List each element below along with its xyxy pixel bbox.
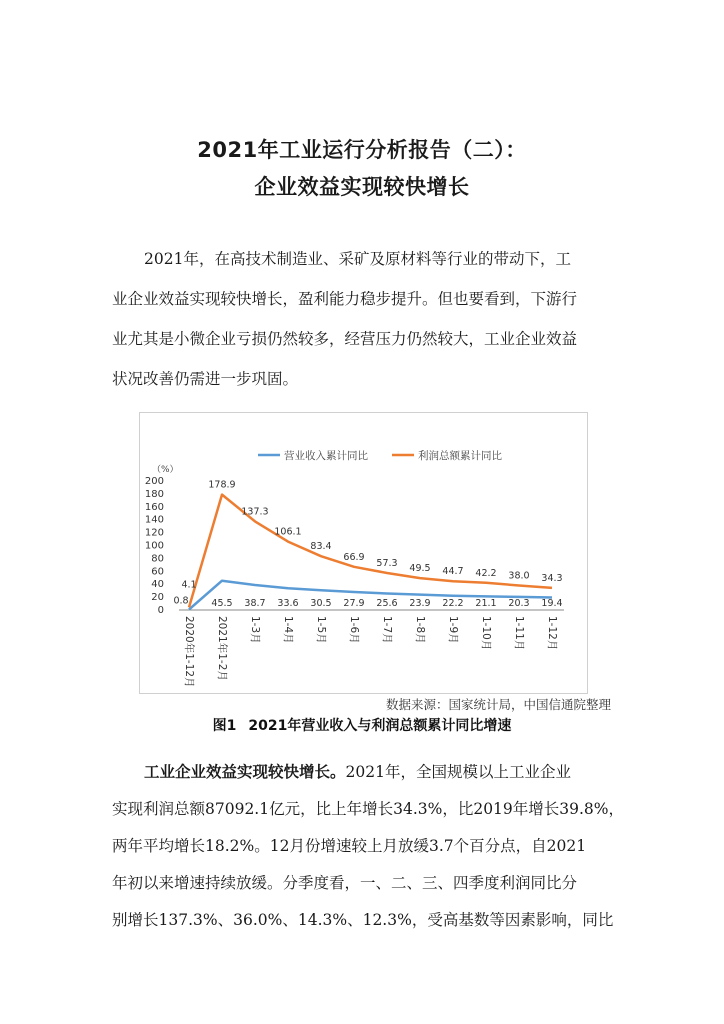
- y-tick-label: 120: [144, 527, 164, 539]
- data-label-revenue: 38.7: [244, 598, 266, 609]
- intro-line: 业尤其是小微企业亏损仍然较多，经营压力仍然较大，工业企业效益: [112, 330, 578, 348]
- data-label-revenue: 21.1: [475, 598, 497, 609]
- x-tick-label: 1-10月: [480, 616, 492, 651]
- y-tick-label: 40: [151, 579, 164, 591]
- y-tick-label: 180: [144, 488, 164, 500]
- y-axis-unit: （%）: [152, 465, 179, 475]
- legend-label: 营业收入累计同比: [284, 450, 368, 462]
- data-label-revenue: 0.8: [173, 595, 189, 607]
- legend-label: 利润总额累计同比: [418, 450, 502, 462]
- x-tick-label: 1-4月: [282, 616, 294, 644]
- data-label-profit: 57.3: [376, 558, 398, 570]
- data-label-profit: 83.4: [310, 541, 332, 553]
- y-tick-label: 100: [144, 540, 164, 552]
- y-tick-label: 60: [151, 566, 164, 578]
- x-tick-label: 2021年1-2月: [216, 616, 228, 681]
- y-tick-label: 160: [144, 501, 164, 513]
- intro-line: 状况改善仍需进一步巩固。: [112, 370, 299, 388]
- x-tick-label: 1-3月: [249, 616, 261, 644]
- x-tick-label: 2020年1-12月: [183, 616, 195, 688]
- x-tick-label: 1-11月: [513, 616, 525, 651]
- y-tick-label: 140: [144, 514, 164, 526]
- intro-line: 业企业效益实现较快增长，盈利能力稳步提升。但也要看到，下游行: [112, 290, 578, 308]
- data-label-revenue: 20.3: [508, 598, 530, 609]
- body-line: 年初以来增速持续放缓。分季度看，一、二、三、四季度利润同比分: [112, 874, 578, 892]
- figure-label: 图1: [212, 718, 237, 734]
- x-tick-label: 1-9月: [447, 616, 459, 644]
- data-label-revenue: 30.5: [310, 598, 332, 609]
- intro-line: 2021年，在高技术制造业、采矿及原材料等行业的带动下，工: [144, 250, 571, 268]
- data-label-profit: 42.2: [475, 567, 497, 579]
- data-source: 数据来源：国家统计局，中国信通院整理: [386, 697, 612, 712]
- data-label-profit: 44.7: [442, 566, 464, 578]
- x-tick-label: 1-5月: [315, 616, 327, 644]
- x-tick-label: 1-6月: [348, 616, 360, 644]
- y-tick-label: 0: [157, 605, 164, 616]
- figure-caption: [0, 715, 724, 735]
- data-label-profit: 38.0: [508, 570, 530, 582]
- data-label-profit: 4.1: [181, 579, 197, 591]
- data-label-profit: 66.9: [343, 551, 365, 563]
- figure-title: 2021年营业收入与利润总额累计同比增速: [248, 718, 512, 734]
- data-label-revenue: 22.2: [442, 598, 464, 609]
- y-tick-label: 200: [144, 476, 164, 487]
- chart-container: [139, 412, 588, 694]
- data-label-revenue: 33.6: [277, 598, 299, 609]
- x-tick-label: 1-12月: [546, 616, 558, 651]
- report-title: 2021年工业运行分析报告（二）：: [197, 138, 527, 162]
- data-label-profit: 34.3: [541, 572, 563, 584]
- x-tick-label: 1-8月: [414, 616, 426, 644]
- y-tick-label: 20: [151, 592, 164, 604]
- data-label-revenue: 27.9: [343, 598, 365, 609]
- body-line: 别增长137.3%、36.0%、14.3%、12.3%，受高基数等因素影响，同比: [112, 911, 614, 929]
- body-line: 实现利润总额87092.1亿元，比上年增长34.3%，比2019年增长39.8%，: [112, 800, 625, 818]
- body-line: 两年平均增长18.2%。12月份增速较上月放缓3.7个百分点，自2021: [112, 837, 587, 855]
- data-label-revenue: 45.5: [211, 598, 233, 609]
- line-chart: [140, 413, 587, 693]
- y-tick-label: 80: [151, 553, 164, 565]
- data-label-profit: 106.1: [274, 526, 302, 538]
- body-first-line-text: 2021年，全国规模以上工业企业: [345, 763, 571, 781]
- data-label-revenue: 25.6: [376, 598, 398, 609]
- report-subtitle: 企业效益实现较快增长: [254, 175, 470, 199]
- body-first-line: [144, 760, 571, 782]
- x-tick-label: 1-7月: [381, 616, 393, 644]
- data-label-revenue: 19.4: [541, 598, 563, 609]
- data-label-revenue: 23.9: [409, 598, 431, 609]
- data-label-profit: 49.5: [409, 563, 431, 575]
- data-label-profit: 137.3: [241, 506, 269, 518]
- data-label-profit: 178.9: [208, 479, 236, 491]
- body-lead: 工业企业效益实现较快增长。: [144, 763, 346, 781]
